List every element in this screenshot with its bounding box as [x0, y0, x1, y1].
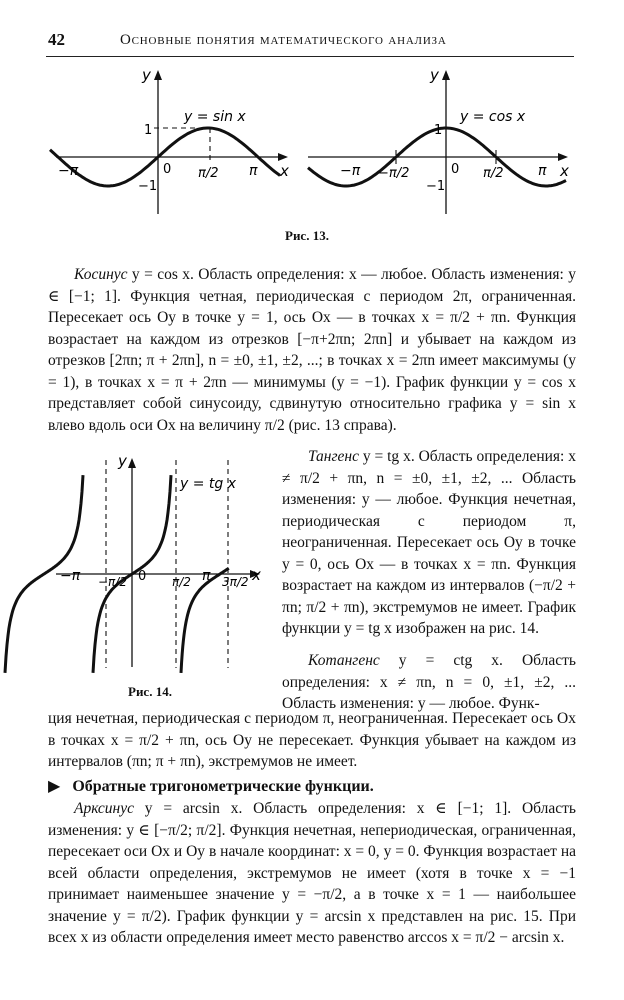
- tick-one: 1: [434, 123, 443, 138]
- y-axis-arrow: [128, 458, 136, 468]
- x-axis-arrow: [558, 153, 568, 161]
- y-axis-label: y: [430, 66, 439, 84]
- cotangent-text-narrow: y = ctg x. Область определения: x ≠ πn, n = 0, ±1, ±2, ... Область изменения: y — любое. Функ-: [282, 652, 576, 712]
- tick-pi-half: π/2: [483, 166, 504, 181]
- cosine-text: y = cos x. Область определения: x — любое. Область изменения: y ∈ [−1; 1]. Функция четная, периодическая с периодом 2π, ограниченная. Пересекает ось Oy в точке y = 1, ось Ox — в точках x = π/2 + πn. Функция возрастает на каждом из отрезков [−π+2πn; 2πn] и убывает на каждом из отрезков [2πn; π + 2πn], n = ±0, ±1, ±2, ...; в точках x = 2πn имеет максимумы (y = 1), в точках x = π + 2πn — минимумы (y = −1). График функции y = cos x представляет собой синусоиду, сдвинутую относительно графика y = sin x влево вдоль оси Ox на величину π/2 (рис. 13 справа).: [48, 266, 576, 434]
- tick-pi: π: [538, 163, 547, 179]
- tick-pi-half: π/2: [172, 575, 191, 589]
- tick-minus-one: −1: [426, 179, 446, 194]
- arcsine-text: y = arcsin x. Область определения: x ∈ [−1; 1]. Область изменения: y ∈ [−π/2; π/2]. Функция нечетная, непериодическая, ограниченная, пересекает оси Ox и Oy в начале координат: x = 0, y = 0. Функция возрастает на всей области определения, экстремумов не имеет (хотя в точке x = −1 принимает наименьшее значение y = −π/2, а в точке x = 1 — наибольшее значение y = π/2). График функции y = arcsin x представлен на рис. 15. При всех x из области определения имеет место равенство arccos x = π/2 − arcsin x.: [48, 800, 576, 946]
- section-marker-icon: ▶: [48, 778, 61, 795]
- tangent-term: Тангенс: [308, 448, 359, 465]
- tick-one: 1: [144, 123, 153, 138]
- function-label: y = sin x: [184, 109, 246, 125]
- origin: 0: [138, 569, 147, 584]
- section-heading-text: Обратные тригонометрические функции.: [72, 778, 374, 795]
- function-label: y = cos x: [460, 109, 526, 125]
- tick-minus-pi: −π: [60, 568, 81, 584]
- tick-minus-pi: −π: [340, 163, 361, 179]
- section-heading: [48, 776, 374, 796]
- arcsine-paragraph: [48, 798, 576, 949]
- x-axis-label: x: [252, 566, 261, 584]
- cosine-graph: [300, 64, 580, 224]
- tangent-paragraph: [282, 446, 576, 640]
- page-number: 42: [48, 30, 65, 49]
- header-rule: [46, 56, 574, 57]
- arcsine-term: Арксинус: [74, 800, 134, 817]
- y-axis-label: y: [118, 452, 127, 470]
- tick-minus-pi-half: −π/2: [98, 575, 127, 589]
- y-axis-arrow: [154, 70, 162, 80]
- function-label: y = tg x: [180, 476, 237, 492]
- tick-three-pi-half: 3π/2: [222, 575, 249, 589]
- cosine-term: Косинус: [74, 266, 128, 283]
- tick-pi: π: [249, 163, 258, 179]
- tangent-graph: [48, 452, 274, 674]
- tick-minus-one: −1: [138, 179, 158, 194]
- tick-pi: π: [202, 568, 211, 584]
- figure-14-caption: Рис. 14.: [128, 684, 172, 699]
- cotangent-paragraph-end: [48, 708, 576, 773]
- cosine-paragraph: [48, 264, 576, 436]
- x-axis-arrow: [278, 153, 288, 161]
- tick-pi-half: π/2: [198, 166, 219, 181]
- origin: 0: [163, 162, 172, 177]
- cotangent-term: Котангенс: [308, 652, 380, 669]
- tangent-text: y = tg x. Область определения: x ≠ π/2 + πn, n = ±0, ±1, ±2, ... Область изменения: y — любое. Функция нечетная, периодическая с периодом π, неограниченная. Пересекает ось Oy в точке y = 0, ось Ox — в точках x = πn. Функция возрастает на каждом из интервалов (−π/2 + πn; π/2 + πn), экстремумов не имеет. График функции y = tg x изображен на рис. 14.: [282, 448, 576, 637]
- y-axis-label: y: [142, 66, 151, 84]
- y-axis-arrow: [442, 70, 450, 80]
- sine-graph: [48, 64, 298, 224]
- cotangent-paragraph-start: [282, 650, 576, 715]
- figure-13-caption: Рис. 13.: [285, 228, 329, 243]
- tick-minus-pi-half: −π/2: [378, 166, 410, 181]
- running-title: Основные понятия математического анализа: [120, 32, 447, 48]
- cotangent-text-wide: ция нечетная, периодическая с периодом π, неограниченная. Пересекает ось Ox в точках x = π/2 + πn, ось Oy не пересекает. Функция убывает на каждом из интервалов (πn; π + πn), экстремумов не имеет.: [48, 710, 576, 770]
- x-axis-label: x: [560, 162, 569, 180]
- origin: 0: [451, 162, 460, 177]
- x-axis-label: x: [280, 162, 289, 180]
- tick-minus-pi: −π: [58, 163, 79, 179]
